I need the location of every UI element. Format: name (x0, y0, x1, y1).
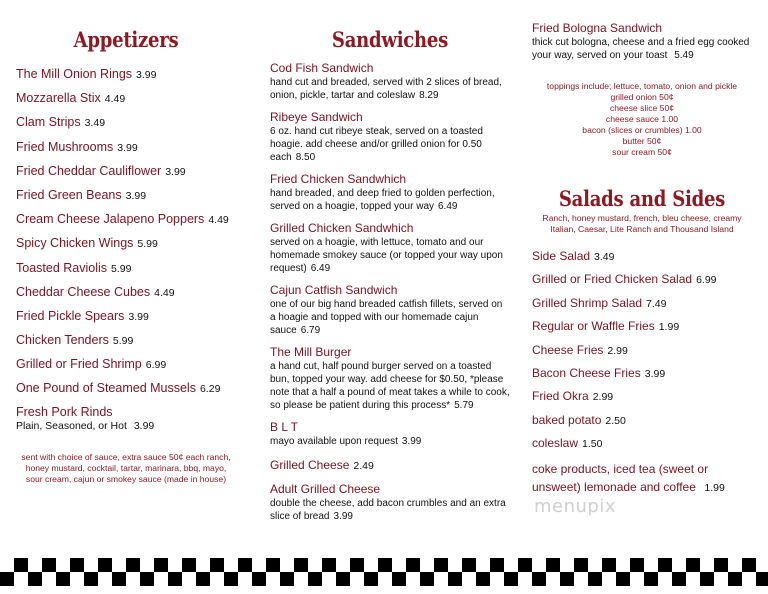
menu-item-pork-rinds (16, 405, 236, 433)
topping-line: cheese slice 50¢ (609, 103, 675, 113)
item-description (270, 360, 510, 412)
item-name: Regular or Waffle Fries (532, 319, 655, 334)
menu-item (16, 331, 236, 355)
bologna-price: 5.49 (674, 50, 694, 61)
item-name: Mozzarella Stix (16, 91, 101, 106)
item-name: baked potato (532, 412, 602, 427)
item-price: 8.29 (419, 90, 439, 101)
item-price: 5.99 (111, 262, 132, 275)
menu-item (270, 482, 510, 523)
item-name: The Mill Onion Rings (16, 67, 133, 81)
item-desc-text: 6 oz. hand cut ribeye steak, served on a toasted hoagie. add cheese and/or grilled onion for 0.50 each (270, 126, 483, 163)
item-price: 3.49 (594, 251, 615, 263)
menu-item (270, 420, 510, 448)
item-desc-text: hand cut and breaded, served with 2 slices of bread, onion, pickle, tartar and coleslaw (270, 77, 502, 101)
item-name: Cream Cheese Jalapeno Poppers (16, 212, 205, 227)
item-price: 6.49 (438, 201, 458, 212)
menu-item (16, 113, 236, 137)
item-name: Clam Strips (16, 115, 81, 130)
menu-item (270, 61, 510, 102)
item-price: 6.79 (300, 325, 321, 336)
item-price: 4.49 (104, 93, 126, 106)
item-desc-text: double the cheese, add bacon crumbles and an extra slice of bread (270, 498, 506, 522)
menu-item (532, 270, 752, 293)
item-desc-text: hand breaded, and deep fried to golden perfection, served on a hoagie, topped your way (270, 188, 495, 212)
menu-item (532, 294, 752, 317)
menu-item (532, 317, 752, 340)
item-name: B L T (270, 420, 299, 434)
menu-item (16, 186, 236, 210)
item-price: 6.49 (310, 263, 331, 274)
dressings-note: Ranch, honey mustard, french, bleu cheese, creamy Italian, Caesar, Lite Ranch and Thousand Island (542, 213, 742, 234)
toppings-list (532, 81, 752, 158)
bologna-desc: thick cut bologna, cheese and a fried egg cooked your way, served on your toast (532, 37, 750, 61)
appetizers-column (16, 0, 236, 485)
menu-item (16, 283, 236, 307)
menu-item (532, 411, 752, 434)
pork-rinds-name: Fresh Pork Rinds (16, 404, 113, 419)
item-price: 6.99 (696, 274, 717, 287)
menu-item (16, 89, 236, 113)
item-description (270, 125, 510, 164)
pork-rinds-price: 3.99 (133, 419, 155, 432)
menu-item (532, 247, 752, 270)
menu-item (16, 355, 236, 379)
topping-line: cheese sauce 1.00 (605, 114, 679, 124)
item-name: Cod Fish Sandwich (270, 61, 374, 75)
menu-item-bologna (532, 21, 752, 62)
item-price: 3.99 (117, 141, 138, 154)
item-price: 1.99 (658, 321, 680, 334)
item-name: Fried Chicken Sandwhich (270, 172, 407, 186)
menu-item (16, 162, 236, 186)
item-name: coleslaw (532, 436, 579, 451)
item-description (270, 298, 510, 337)
item-price: 2.99 (607, 344, 628, 357)
item-name: Cheese Fries (532, 342, 604, 357)
item-name: Toasted Raviolis (16, 260, 108, 275)
menu-item (16, 259, 236, 283)
item-desc-text: a hand cut, half pound burger served on a toasted bun, topped your way. add cheese for $0.50, *please note that a half a pound of meat takes a while to cook, so please be patient during this process* (270, 361, 510, 411)
menu-item (532, 364, 752, 387)
item-price: 4.49 (208, 214, 229, 227)
item-name: One Pound of Steamed Mussels (16, 381, 196, 396)
salads-heading: Salads and Sides (558, 186, 726, 211)
menu-item (270, 283, 510, 337)
item-price: 8.50 (295, 152, 316, 163)
menu-item (16, 307, 236, 331)
menu-item (270, 110, 510, 164)
item-name: Grilled or Fried Shrimp (16, 357, 142, 372)
item-price: 6.99 (145, 359, 167, 372)
item-name: Grilled Shrimp Salad (532, 295, 643, 310)
item-price: 6.29 (199, 383, 221, 396)
item-name: Fried Cheddar Cauliflower (16, 163, 162, 178)
item-desc-text: mayo available upon request (270, 436, 398, 447)
menu-item (532, 434, 752, 457)
item-name: Grilled Cheese (270, 458, 350, 472)
item-price: 3.99 (644, 367, 666, 380)
item-name: Cheddar Cheese Cubes (16, 284, 151, 299)
topping-line: bacon (slices or crumbles) 1.00 (582, 125, 702, 135)
item-name: Ribeye Sandwich (270, 110, 363, 124)
checkered-border (0, 558, 768, 586)
item-description (270, 76, 510, 102)
item-name: Bacon Cheese Fries (532, 365, 641, 380)
item-price: 3.99 (136, 69, 157, 81)
item-price: 3.99 (125, 189, 147, 202)
item-price: 3.99 (401, 436, 422, 447)
topping-line: butter 50¢ (622, 136, 662, 146)
menu-item (16, 379, 236, 403)
item-name: Chicken Tenders (16, 333, 109, 348)
menupix-watermark: menupix (534, 496, 617, 517)
item-name: Fried Pickle Spears (16, 308, 125, 323)
item-name: Fried Okra (532, 389, 589, 404)
item-name: Adult Grilled Cheese (270, 482, 381, 496)
item-price: 7.49 (646, 297, 667, 310)
item-name: Side Salad (532, 249, 591, 263)
menu-item (270, 345, 510, 412)
drinks-name: coke products, iced tea (sweet or unsweet) lemonade and coffee (532, 461, 709, 494)
item-description (270, 236, 510, 275)
item-name: Cajun Catfish Sandwich (270, 283, 398, 297)
item-price: 3.99 (333, 511, 353, 522)
menu-item (16, 234, 236, 258)
item-name: Spicy Chicken Wings (16, 236, 134, 251)
item-price: 3.99 (128, 310, 149, 323)
menu-item (270, 172, 510, 213)
topping-line: toppings include; lettuce, tomato, onion and pickle (546, 81, 738, 91)
item-price: 3.99 (165, 165, 186, 178)
menu-item (270, 456, 510, 474)
sauce-note: sent with choice of sauce, extra sauce 50¢ each ranch, honey mustard, cocktail, tartar, marinara, bbq, mayo, sour cream, cajun or smokey sauce (made in house) (21, 451, 231, 484)
menu-item (532, 387, 752, 410)
salads-column (532, 0, 752, 496)
menu-item-drinks (532, 460, 752, 496)
item-price: 1.50 (582, 438, 603, 451)
topping-line: grilled onion 50¢ (610, 92, 674, 102)
topping-line: sour cream 50¢ (612, 147, 672, 157)
item-price: 2.49 (353, 460, 374, 472)
menu-item (532, 341, 752, 364)
sandwiches-heading: Sandwiches (331, 27, 449, 52)
item-desc-text: served on a hoagie, with lettuce, tomato and our homemade smokey sauce (or topped your way upon request) (270, 237, 503, 274)
item-description (270, 497, 510, 523)
item-price: 4.49 (154, 286, 175, 299)
item-description (270, 435, 510, 448)
item-name: Fried Green Beans (16, 187, 122, 202)
item-price: 2.99 (592, 391, 614, 404)
item-price: 3.49 (84, 117, 106, 130)
item-price: 5.79 (454, 400, 474, 411)
item-description (270, 187, 510, 213)
bologna-name: Fried Bologna Sandwich (532, 21, 663, 35)
item-name: The Mill Burger (270, 345, 352, 359)
item-price: 5.99 (137, 238, 158, 251)
appetizers-heading: Appetizers (73, 27, 179, 52)
item-desc-text: one of our big hand breaded catfish fillets, served on a hoagie and topped with our homemade cajun sauce (270, 299, 503, 336)
item-name: Grilled or Fried Chicken Salad (532, 272, 693, 287)
item-price: 5.99 (112, 335, 134, 348)
appetizers-list (16, 65, 236, 404)
sandwiches-list (270, 61, 510, 523)
salads-list (532, 247, 752, 458)
item-name: Fried Mushrooms (16, 139, 114, 154)
menu-item (16, 138, 236, 162)
item-price: 2.50 (605, 414, 626, 427)
menu-item (270, 221, 510, 275)
sandwiches-column (270, 0, 510, 531)
menu-item (16, 210, 236, 234)
drinks-price: 1.99 (704, 481, 725, 494)
menu-item (16, 65, 236, 89)
pork-rinds-desc: Plain, Seasoned, or Hot (16, 419, 127, 432)
item-name: Grilled Chicken Sandwhich (270, 221, 414, 235)
